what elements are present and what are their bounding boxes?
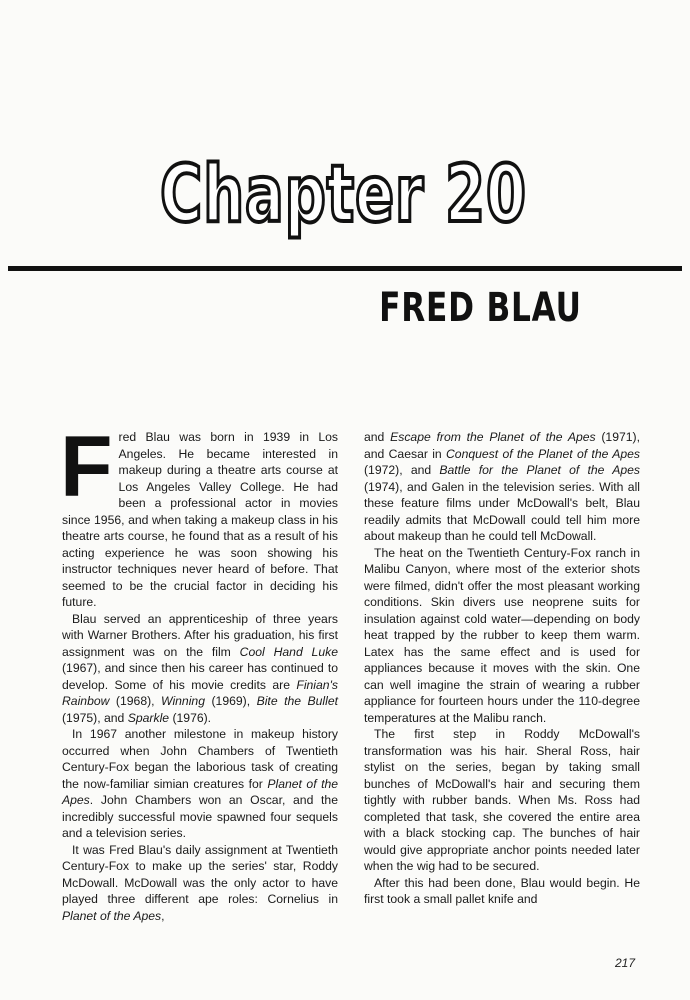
film-title: Winning (161, 694, 205, 708)
film-title: Bite the Bullet (256, 694, 339, 708)
paragraph: and Escape from the Planet of the Apes (1971), and Caesar in Conquest of the Planet of the Apes (1972), and Battle for the Planet of the Apes (1974), and Galen in the television series. With all these feature films under McDowall's belt, Blau readily admits that McDowall could tell him more about makeup than he could tell McDowall. (364, 430, 640, 543)
left-column (60, 419, 339, 924)
paragraph: After this had been done, Blau would begin. He first took a small pallet knife and (364, 875, 640, 906)
film-title: Sparkle (127, 710, 170, 725)
drop-cap: F (60, 419, 113, 515)
chapter-title: Chapter 20 (160, 150, 527, 240)
heading-rule (8, 266, 682, 271)
page-number: 217 (614, 956, 635, 970)
paragraph: It was Fred Blau's daily assignment at Twentieth Century-Fox to make up the series' star, Roddy McDowall. McDowall was the only actor to have played three different ape roles: Cornelius in Planet of the Apes, (62, 842, 338, 923)
film-title: Planet of the Apes (62, 776, 339, 807)
film-title: Conquest of the Planet of the Apes (445, 446, 640, 461)
film-title: Cool Hand Luke (239, 644, 338, 659)
body-columns (60, 419, 640, 924)
paragraph: Blau served an apprenticeship of three years with Warner Brothers. After his graduation, his first assignment was on the film Cool Hand Luke (1967), and since then his career has continued to develop. Some of his movie credits are Finian's Rainbow (1968), Winning (1969), Bite the Bullet (1975), and Sparkle (1976). (62, 611, 339, 725)
film-title: Planet of the Apes (62, 908, 162, 923)
film-title: Finian's Rainbow (62, 677, 338, 708)
paragraph: The first step in Roddy McDowall's transformation was his hair. Sheral Ross, hair stylist on the series, began by taking small bunches of McDowall's hair and securing them tightly with rubber bands. When Ms. Ross had completed that task, she covered the entire area with a black stocking cap. The bunches of hair would give appropriate anchor points needed later when the wig had to be secured. (364, 727, 640, 873)
chapter-subtitle: FRED BLAU (379, 285, 582, 331)
right-column (364, 429, 640, 924)
paragraph: The heat on the Twentieth Century-Fox ranch in Malibu Canyon, where most of the exterior shots were filmed, didn't offer the most pleasant working conditions. Skin divers use neoprene suits for insulation against cold water—depending on body heat trapped by the rubber to keep them warm. Latex has the same effect and is used for appliances because it moves with the skin. One can well imagine the strain of wearing a rubber appliance for fourteen hours under the 110-degree temperatures at the Malibu ranch. (364, 545, 640, 725)
paragraph: Fred Blau was born in 1939 in Los Angeles. He became interested in makeup during a theatre arts course at Los Angeles Valley College. He had been a professional actor in movies since 1956, and when taking a makeup class in his theatre arts course, he found that as a result of his acting experience he was soon showing his instructor techniques never heard of before. That seemed to be the crucial factor in deciding his future. (60, 419, 338, 609)
film-title: Battle for the Planet of the Apes (439, 463, 640, 477)
paragraph: In 1967 another milestone in makeup history occurred when John Chambers of Twentieth Century-Fox began the laborious task of creating the now-familiar simian creatures for Planet of the Apes. John Chambers won an Oscar, and the incredibly successful movie spawned four sequels and a television series. (62, 727, 339, 840)
chapter-heading (160, 140, 580, 250)
film-title: Escape from the Planet of the Apes (390, 430, 596, 444)
